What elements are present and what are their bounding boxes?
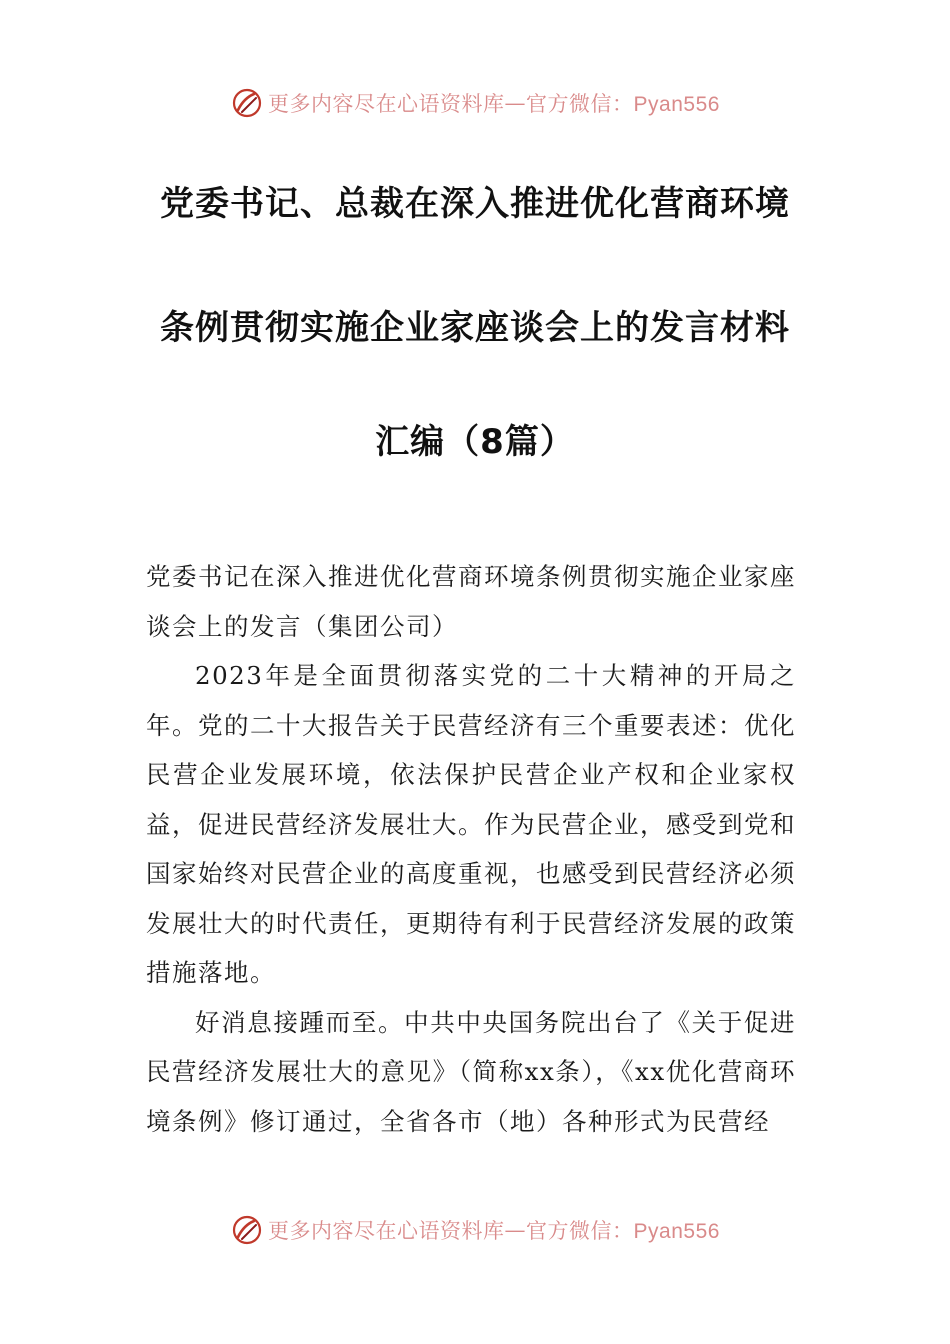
banner-wechat-text: 官方微信：Pyan556 xyxy=(526,1220,720,1243)
banner-brand-text: 更多内容尽在心语资料库 xyxy=(268,92,505,116)
banner-wechat-text: 官方微信：Pyan556 xyxy=(526,93,720,116)
paragraph-1: 2023年是全面贯彻落实党的二十大精神的开局之年。党的二十大报告关于民营经济有三个重要表述：优化民营企业发展环境，依法保护民营企业产权和企业家权益，促进民营经济发展壮大。作为民营企业，感受到党和国家始终对民营企业的高度重视，也感受到民营经济必须发展壮大的时代责任，更期待有利于民营经济发展的政策措施落地。 xyxy=(146,661,796,987)
footer-watermark-banner xyxy=(0,1210,950,1250)
section-subtitle: 党委书记在深入推进优化营商环境条例贯彻实施企业家座谈会上的发言（集团公司） xyxy=(146,562,796,641)
pen-logo-icon xyxy=(230,1213,264,1247)
document-title-line-3: 汇编（8篇） xyxy=(375,422,575,462)
document-title-line-2: 条例贯彻实施企业家座谈会上的发言材料 xyxy=(160,308,790,348)
document-body xyxy=(146,552,796,1146)
paragraph-2: 好消息接踵而至。中共中央国务院出台了《关于促进民营经济发展壮大的意见》（简称xx条），《xx优化营商环境条例》修订通过，全省各市（地）各种形式为民营经 xyxy=(146,1007,796,1136)
header-watermark-banner xyxy=(0,83,950,123)
banner-separator: — xyxy=(504,91,527,115)
document-title-line-1: 党委书记、总裁在深入推进优化营商环境 xyxy=(160,184,790,224)
pen-logo-icon xyxy=(230,86,264,120)
banner-brand-text: 更多内容尽在心语资料库 xyxy=(268,1219,505,1243)
banner-separator: — xyxy=(504,1218,527,1242)
